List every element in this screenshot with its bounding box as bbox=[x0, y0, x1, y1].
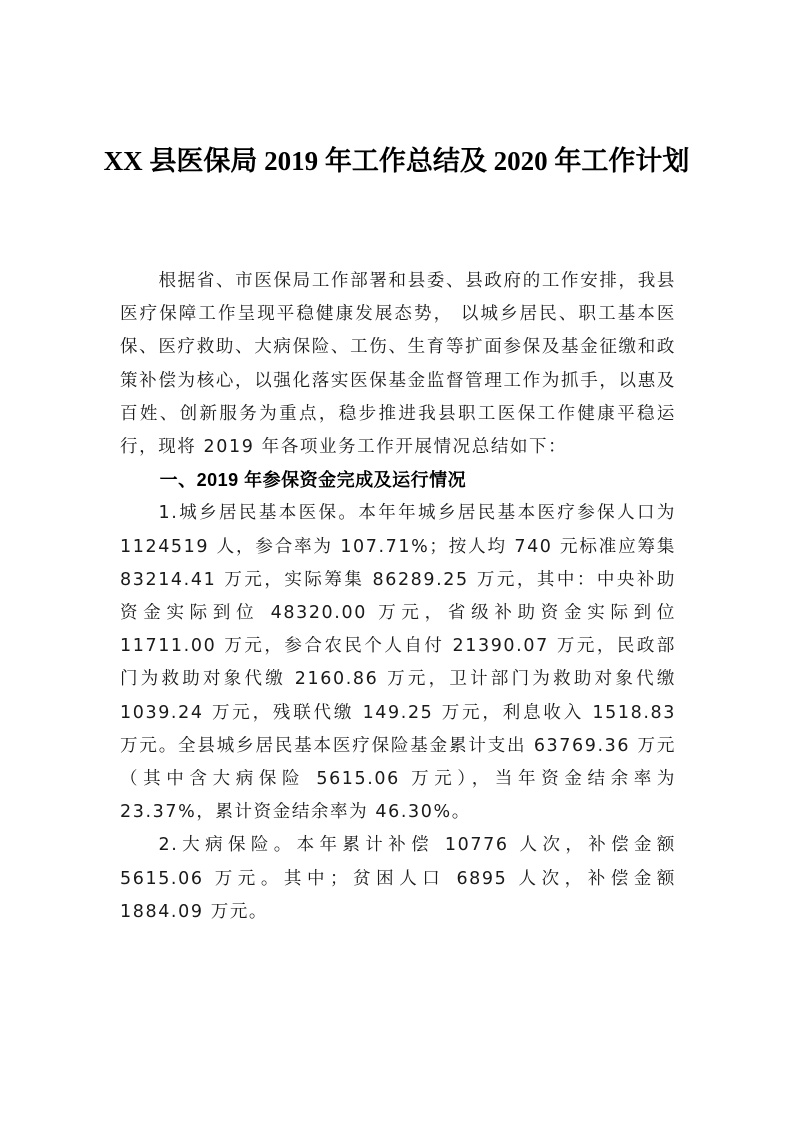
item-2-paragraph: 2.大病保险。本年累计补偿 10776 人次，补偿金额 5615.06 万元。其中；贫困人口 6895 人次，补偿金额 1884.09 万元。 bbox=[120, 835, 676, 922]
item-1-paragraph: 1.城乡居民基本医保。本年年城乡居民基本医疗参保人口为 1124519 人，参合率为 107.71%；按人均 740 元标准应筹集 83214.41 万元，实际筹集 86289.25 万元，其中：中央补助资金实际到位 48320.00 万元，省级补助资金实际到位 11711.00 万元，参合农民个人自付 21390.07 万元，民政部门为救助对象代缴 2160.86 万元，卫计部门为救助对象代缴 1039.24 万元，残联代缴 149.25 万元，利息收入 1518.83 万元。全县城乡居民基本医疗保险基金累计支出 63769.36 万元（其中含大病保险 5615.06 万元），当年资金结余率为 23.37%，累计资金结余率为 46.30%。 bbox=[120, 503, 676, 823]
section-heading-1: 一、2019 年参保资金完成及运行情况 bbox=[159, 470, 467, 491]
intro-paragraph: 根据省、市医保局工作部署和县委、县政府的工作安排，我县医疗保障工作呈现平稳健康发展态势， 以城乡居民、职工基本医保、医疗救助、大病保险、工伤、生育等扩面参保及基金征缴和政策补偿为核心，以强化落实医保基金监督管理工作为抓手，以惠及百姓、创新服务为重点，稳步推进我县职工医保工作健康平稳运行，现将 2019 年各项业务工作开展情况总结如下： bbox=[120, 271, 676, 458]
document-body bbox=[120, 265, 676, 929]
document-title: XX 县医保局 2019 年工作总结及 2020 年工作计划 bbox=[103, 146, 690, 176]
